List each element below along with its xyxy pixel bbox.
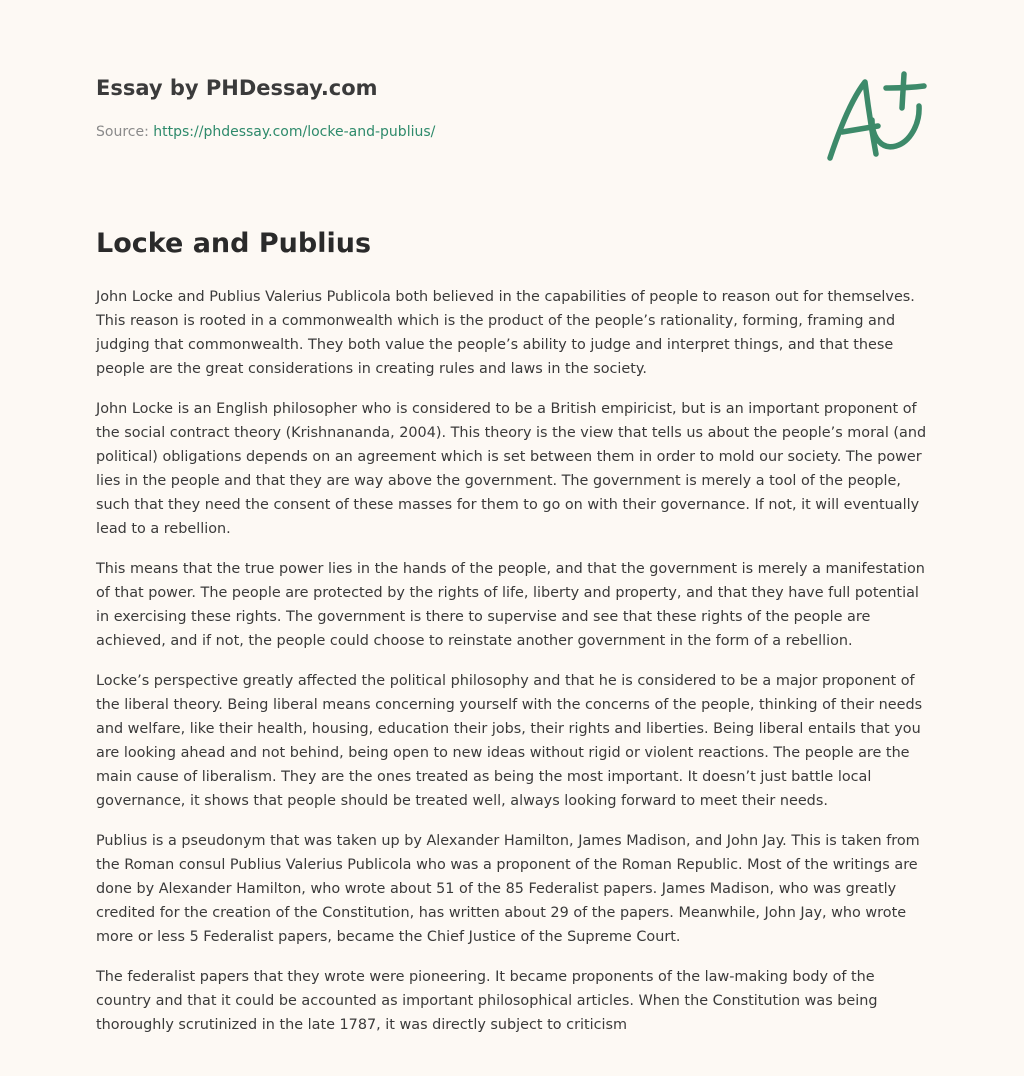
article-body [96,285,932,1053]
paragraph: John Locke and Publius Valerius Publicola both believed in the capabilities of people to reason out for themselves. This reason is rooted in a commonwealth which is the product of the people’s rationality, forming, framing and judging that commonwealth. They both value the people’s ability to judge and interpret things, and that these people are the great considerations in creating rules and laws in the society. [96,289,915,377]
paragraph: The federalist papers that they wrote were pioneering. It became proponents of the law-making body of the country and that it could be accounted as important philosophical articles. When the Constitution was being thoroughly scrutinized in the late 1787, it was directly subject to criticism [96,969,878,1033]
a-plus-grade-icon [820,66,930,166]
paragraph: This means that the true power lies in the hands of the people, and that the government is merely a manifestation of that power. The people are protected by the rights of life, liberty and property, and that they have full potential in exercising these rights. The government is there to supervise and see that these rights of the people are achieved, and if not, the people could choose to reinstate another government in the form of a rebellion. [96,561,925,649]
source-label: Source: [96,124,154,140]
paragraph: Publius is a pseudonym that was taken up by Alexander Hamilton, James Madison, and John Jay. This is taken from the Roman consul Publius Valerius Publicola who was a proponent of the Roman Republic. Most of the writings are done by Alexander Hamilton, who wrote about 51 of the 85 Federalist papers. James Madison, who was greatly credited for the creation of the Constitution, has written about 29 of the papers. Meanwhile, John Jay, who wrote more or less 5 Federalist papers, became the Chief Justice of the Supreme Court. [96,833,920,945]
source-link[interactable]: https://phdessay.com/locke-and-publius/ [153,124,436,140]
paragraph: John Locke is an English philosopher who is considered to be a British empiricist, but is an important proponent of the social contract theory (Krishnananda, 2004). This theory is the view that tells us about the people’s moral (and political) obligations depends on an agreement which is set between them in order to mold our society. The power lies in the people and that they are way above the government. The government is merely a tool of the people, such that they need the consent of these masses for them to go on with their governance. If not, it will eventually lead to a rebellion. [96,401,927,537]
source-line [96,124,435,140]
paragraph: Locke’s perspective greatly affected the political philosophy and that he is considered to be a major proponent of the liberal theory. Being liberal means concerning yourself with the concerns of the people, thinking of their needs and welfare, like their health, housing, education their jobs, their rights and liberties. Being liberal entails that you are looking ahead and not behind, being open to new ideas without rigid or violent reactions. The people are the main cause of liberalism. They are the ones treated as being the most important. It doesn’t just battle local governance, it shows that people should be treated well, always looking forward to meet their needs. [96,673,923,809]
site-name: Essay by PHDessay.com [96,76,378,100]
article-title: Locke and Publius [96,228,372,259]
a-plus-grade-svg [820,66,930,166]
